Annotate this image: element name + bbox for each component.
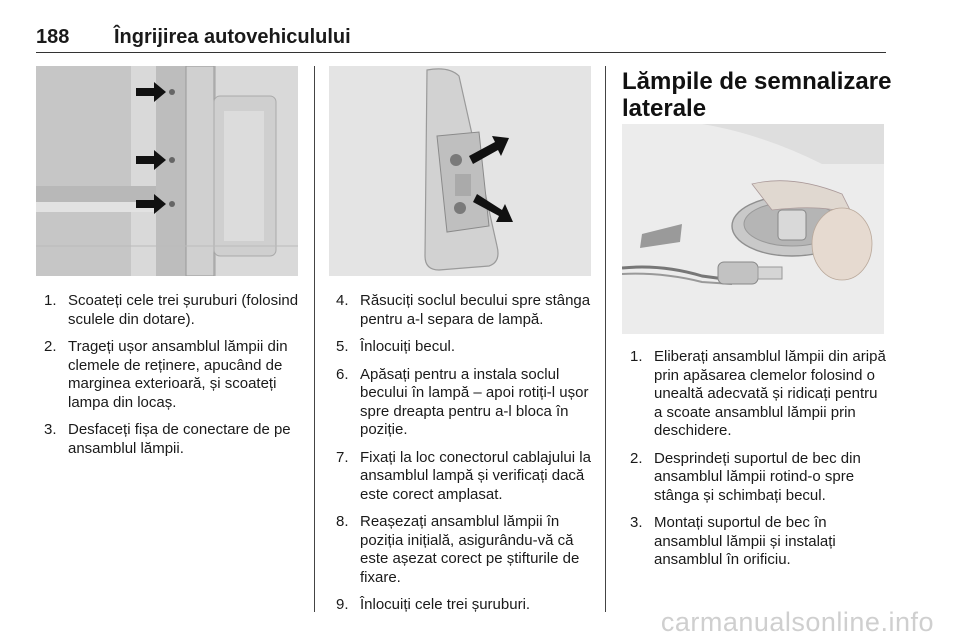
column-divider: [314, 66, 315, 612]
page-title: Îngrijirea autovehiculului: [114, 26, 351, 48]
lamp-socket-illustration: [329, 66, 591, 276]
list-item: 7. Fixați la loc conectorul cablajului la ansamblul lampă și verificați dacă este corect amplasat.: [336, 448, 591, 503]
list-item: 2. Trageți ușor ansamblul lămpii din clemele de reținere, apucând de marginea exterioară, și scoateți lampa din locaș.: [44, 338, 288, 411]
steps-list-column-3: [630, 348, 888, 579]
list-item: 8. Reașezați ansamblul lămpii în poziția inițială, asigurându-vă că este așezat corect pe știfturile de fixare.: [336, 513, 580, 586]
list-item: 3. Montați suportul de bec în ansamblul lămpii și instalați ansamblul în orificiu.: [630, 514, 836, 568]
list-item: 4. Răsuciți soclul becului spre stânga pentru a-l separa de lampă.: [336, 292, 591, 328]
steps-list-column-1: [44, 292, 300, 467]
list-item: 9. Înlocuiți cele trei șuruburi.: [336, 596, 531, 613]
list-item: 3. Desfaceți fișa de conectare de pe ansamblul lămpii.: [44, 421, 291, 457]
list-item: 5. Înlocuiți becul.: [336, 338, 456, 355]
steps-list-column-2: [336, 292, 598, 624]
page-header: [36, 26, 886, 53]
tail-lamp-screws-illustration: [36, 66, 298, 276]
side-marker-lamp-illustration: [622, 124, 884, 334]
list-item: 2. Desprindeți suportul de bec din ansamblul lămpii rotind-o spre stânga și schimbați becul.: [630, 449, 861, 504]
list-item: 1. Scoateți cele trei șuruburi (folosind sculele din dotare).: [44, 292, 299, 328]
watermark: carmanualsonline.info: [660, 607, 934, 637]
section-heading: Lămpile de semnalizare laterale: [622, 68, 892, 122]
list-item: 6. Apăsați pentru a instala soclul becului în lampă – apoi rotiți-l ușor spre dreapta pentru a-l bloca în poziție.: [336, 365, 589, 438]
column-divider: [605, 66, 606, 612]
list-item: 1. Eliberați ansamblul lămpii din aripă prin apăsarea clemelor folosind o unealtă adecvată și ridicați pentru a scoate ansamblul lămpii prin deschidere.: [630, 348, 886, 439]
page-number: 188: [36, 26, 70, 48]
